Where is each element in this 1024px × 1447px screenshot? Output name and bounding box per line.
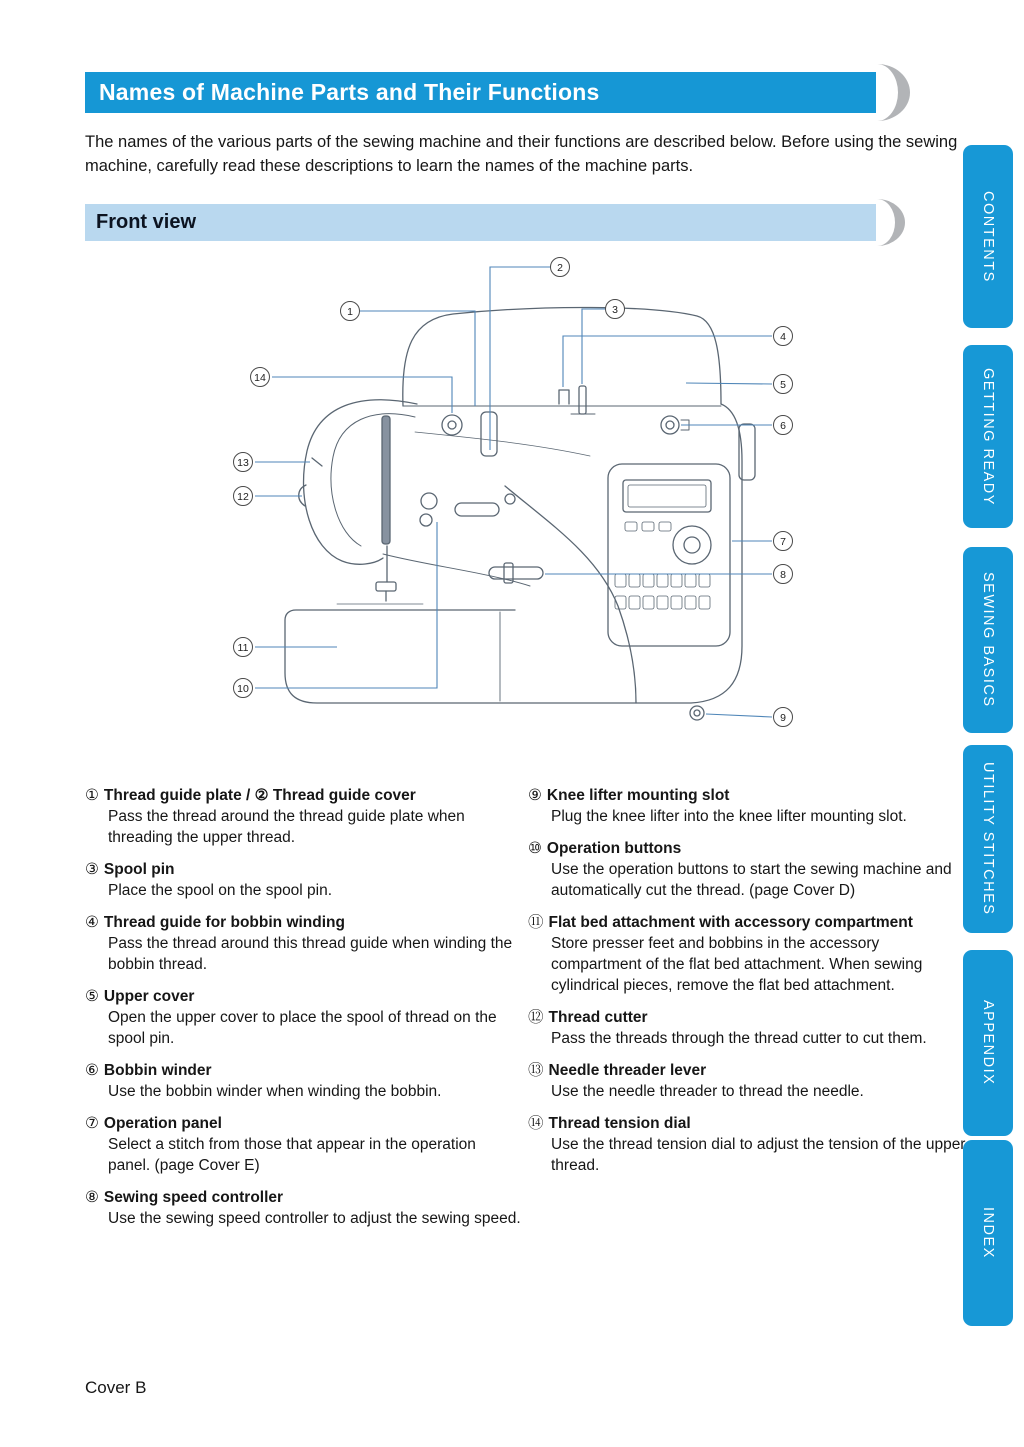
callout-4 (774, 327, 793, 346)
part-number: ⑬ (528, 1062, 544, 1080)
svg-text:13: 13 (237, 457, 249, 469)
part-item (85, 1188, 522, 1230)
svg-text:4: 4 (780, 331, 786, 343)
callout-9 (774, 708, 793, 727)
callout-1 (341, 302, 360, 321)
part-title-text: Thread tension dial (548, 1115, 691, 1133)
part-number: ⑫ (528, 1008, 544, 1026)
part-item (528, 1114, 966, 1177)
thread-guide-plate (481, 412, 497, 456)
part-description: Use the operation buttons to start the sewing machine and automatically cut the thread. (page Cover D) (551, 861, 952, 900)
part-number: ⑥ (85, 1062, 99, 1080)
sidebar-tab-index[interactable] (963, 1140, 1013, 1326)
part-description: Store presser feet and bobbins in the accessory compartment of the flat bed attachment. When sewing cylindrical pieces, remove the flat bed attachment. (551, 935, 923, 995)
needle-threader-lever (312, 458, 322, 466)
bobbin-winder (661, 416, 679, 434)
selection-dial (673, 526, 711, 564)
sidebar-tab-contents[interactable] (963, 145, 1013, 328)
part-description: Use the needle threader to thread the needle. (551, 1083, 864, 1101)
part-description: Use the bobbin winder when winding the bobbin. (108, 1083, 442, 1101)
part-item (85, 987, 522, 1050)
part-title-text: Sewing speed controller (103, 1189, 284, 1207)
part-title-text: Bobbin winder (103, 1062, 212, 1080)
callout-leader-lines (255, 267, 772, 717)
part-number: ① (85, 787, 99, 804)
part-item (528, 1061, 966, 1103)
callout-2 (551, 258, 570, 277)
presser-foot (376, 582, 396, 591)
part-item (528, 839, 966, 902)
sidebar-tab-label: CONTENTS (980, 190, 996, 283)
part-description: Place the spool on the spool pin. (108, 882, 333, 900)
parts-list-right (528, 786, 966, 1188)
page-footer-label: Cover B (85, 1378, 147, 1397)
sidebar-tab-label: GETTING READY (980, 367, 996, 506)
knee-lifter-slot (690, 706, 704, 720)
part-item (85, 786, 522, 849)
crescent-decoration-icon (877, 64, 910, 121)
part-number: ⑭ (528, 1115, 544, 1133)
sidebar-tab-sewing-basics[interactable] (963, 547, 1013, 733)
bobbin-thread-guide (559, 390, 569, 404)
machine-head-outline (304, 400, 417, 564)
section-title: Front view (85, 204, 876, 241)
callout-5 (774, 375, 793, 394)
svg-text:5: 5 (780, 379, 786, 391)
part-description: Plug the knee lifter into the knee lifter mounting slot. (551, 808, 907, 826)
callout-11 (234, 638, 253, 657)
svg-text:14: 14 (254, 372, 266, 384)
sidebar-tab-getting-ready[interactable] (963, 345, 1013, 528)
svg-text:3: 3 (612, 304, 618, 316)
part-number: ⑧ (85, 1189, 99, 1207)
operation-panel (608, 464, 730, 646)
svg-text:8: 8 (780, 569, 786, 581)
intro-paragraph: The names of the various parts of the sewing machine and their functions are described below. Before using the sewing machine, carefully read these descriptions to learn the names of the machine parts. (85, 133, 958, 175)
part-title-text: Thread cutter (548, 1008, 648, 1026)
sewing-machine-diagram (85, 250, 945, 778)
part-number: ⑨ (528, 787, 542, 804)
part-number: ⑤ (85, 988, 99, 1006)
callout-12 (234, 487, 253, 506)
svg-text:7: 7 (780, 536, 786, 548)
part-item (528, 786, 966, 828)
upper-cover-outline (403, 307, 721, 406)
svg-text:12: 12 (237, 491, 249, 503)
sidebar-tab-label: UTILITY STITCHES (980, 762, 996, 916)
part-number: ⑦ (85, 1115, 99, 1133)
sidebar-tab-appendix[interactable] (963, 950, 1013, 1136)
sidebar-tab-label: SEWING BASICS (980, 572, 996, 708)
sidebar-tab-label: APPENDIX (980, 1000, 996, 1086)
part-description: Open the upper cover to place the spool of thread on the spool pin. (108, 1009, 497, 1048)
callout-3 (606, 300, 625, 319)
part-title-text: Flat bed attachment with accessory compartment (548, 914, 913, 932)
callout-13 (234, 453, 253, 472)
part-title-text: Upper cover (103, 988, 195, 1006)
parts-list-left (85, 786, 522, 1241)
spool-pin (579, 386, 586, 414)
part-number: ③ (85, 860, 99, 878)
part-number: ⑩ (528, 840, 542, 858)
svg-text:11: 11 (237, 642, 249, 654)
part-item (528, 913, 966, 997)
part-item (85, 913, 522, 976)
part-title-text: Thread guide for bobbin winding (103, 914, 345, 932)
crescent-decoration-icon (877, 199, 905, 246)
callout-7 (774, 532, 793, 551)
machine-line-art (285, 307, 755, 720)
sidebar-tab-label: INDEX (980, 1207, 996, 1259)
callout-8 (774, 565, 793, 584)
part-item (85, 1061, 522, 1103)
part-description: Select a stitch from those that appear in the operation panel. (page Cover E) (108, 1136, 476, 1175)
part-description: Use the thread tension dial to adjust the tension of the upper thread. (551, 1136, 966, 1175)
machine-body-outline (285, 404, 742, 703)
svg-text:10: 10 (237, 683, 249, 695)
svg-text:9: 9 (780, 712, 786, 724)
operation-buttons (421, 493, 437, 509)
part-number: ⑪ (528, 914, 544, 932)
part-description: Pass the thread around the thread guide plate when threading the upper thread. (108, 808, 465, 847)
callout-6 (774, 416, 793, 435)
part-title-text: Operation panel (103, 1115, 222, 1133)
part-title-text: Operation buttons (546, 840, 682, 858)
part-number: ④ (85, 914, 99, 932)
part-item (528, 1008, 966, 1050)
svg-text:1: 1 (347, 306, 353, 318)
part-title-text: Needle threader lever (548, 1062, 707, 1080)
callout-14 (251, 368, 270, 387)
svg-text:2: 2 (557, 262, 563, 274)
part-title-text: Spool pin (103, 860, 175, 878)
part-item (85, 860, 522, 902)
tension-dial (442, 415, 462, 435)
part-item (85, 1114, 522, 1177)
sidebar-tab-utility-stitches[interactable] (963, 745, 1013, 933)
svg-text:6: 6 (780, 420, 786, 432)
part-title-text: Knee lifter mounting slot (546, 787, 730, 804)
part-description: Use the sewing speed controller to adjust the sewing speed. (108, 1210, 521, 1228)
page-title: Names of Machine Parts and Their Functions (85, 72, 876, 113)
callout-10 (234, 679, 253, 698)
part-description: Pass the thread around this thread guide when winding the bobbin thread. (108, 935, 513, 974)
part-description: Pass the threads through the thread cutter to cut them. (551, 1030, 927, 1048)
part-title-text: Thread guide plate / ② Thread guide cover (103, 787, 416, 804)
take-up-slot (382, 416, 390, 544)
